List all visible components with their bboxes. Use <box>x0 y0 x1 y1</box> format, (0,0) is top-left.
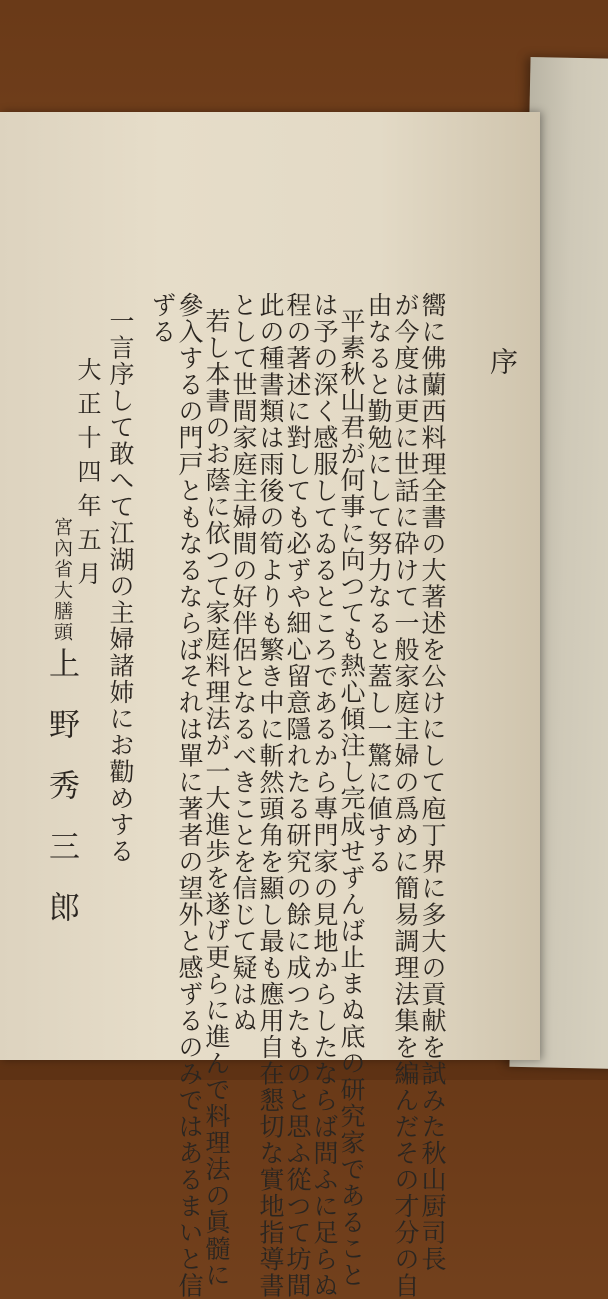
preface-heading: 序 <box>486 347 519 375</box>
text-column-3: 由なると勤勉にして努力なると蓋し一驚に値する <box>364 292 393 875</box>
signature-title: 宮內省大膳頭 <box>51 517 73 643</box>
date-line: 大正十四年五月 <box>73 357 101 595</box>
text-column-1: 嚮に佛蘭西料理全書の大著述を公けにして庖丁界に多大の貢献を試みた秋山厨司長 <box>418 292 447 1273</box>
text-column-8: として世間家庭主婦間の好伴侶となるべきことを信じて疑はぬ <box>229 292 258 1034</box>
text-column-12: 一言序して敢へて江湖の主婦諸姉にお勸めする <box>106 308 135 865</box>
text-column-2: が今度は更に世話に砕けて一般家庭主婦の爲めに簡易調理法集を編んだその才分の自 <box>391 292 420 1299</box>
signature-name: 上野秀三郎 <box>43 647 79 952</box>
text-column-11: ずる <box>148 292 177 345</box>
text-column-6: 程の著述に對しても必ずや細心留意隱れたる研究の餘に成つたものと思ふ從つて坊間 <box>283 292 312 1299</box>
text-column-7: 此の種書類は雨後の筍よりも繁き中に斬然頭角を顯し最も應用自在懇切な實地指導書 <box>256 292 285 1299</box>
text-column-10: 參入するの門戸ともなるならばそれは單に著者の望外と感ずるのみではあるまいと信 <box>175 292 204 1299</box>
text-column-5: は予の深く感服してゐるところであるから專門家の見地からしたならば問ふに足らぬ <box>310 292 339 1299</box>
text-column-4: 平素秋山君が何事に向つても熱心傾注し完成せずんば止まぬ底の研究家であること <box>337 308 366 1289</box>
text-column-9: 若し本書のお蔭に依つて家庭料理法が一大進歩を遂げ更らに進んで料理法の眞髓に <box>202 308 231 1289</box>
book-page <box>0 112 540 1299</box>
